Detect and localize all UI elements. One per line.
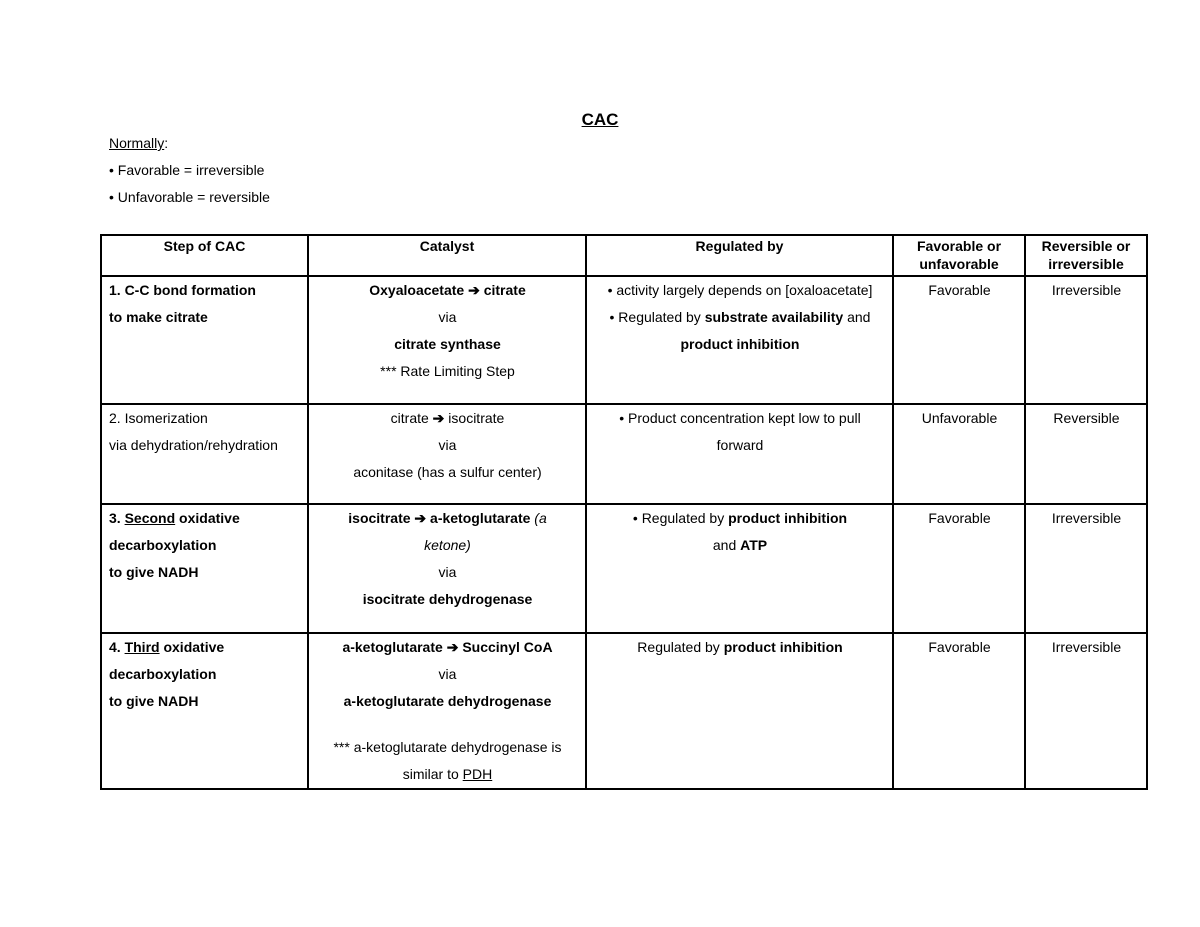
step-cell bbox=[101, 504, 308, 633]
intro-heading-text: Normally bbox=[109, 135, 165, 151]
via-text: via bbox=[438, 666, 457, 682]
reversible-cell: Irreversible bbox=[1025, 633, 1147, 789]
regulated-line bbox=[594, 304, 886, 331]
reaction-note: (a bbox=[534, 510, 547, 526]
reaction-from: a-ketoglutarate bbox=[342, 639, 443, 655]
step-line: to give NADH bbox=[109, 693, 199, 709]
catalyst-note: *** Rate Limiting Step bbox=[380, 363, 515, 379]
cac-table bbox=[100, 234, 1148, 790]
enzyme-name: aconitase (has a sulfur center) bbox=[353, 464, 542, 480]
regulated-cell bbox=[586, 404, 893, 504]
header-regulated-by: Regulated by bbox=[586, 235, 893, 276]
step-line: to give NADH bbox=[109, 564, 199, 580]
via-text: via bbox=[438, 437, 457, 453]
favorable-cell: Favorable bbox=[893, 504, 1025, 633]
regulated-bold: product inhibition bbox=[728, 510, 848, 526]
step-cell bbox=[101, 404, 308, 504]
header-catalyst: Catalyst bbox=[308, 235, 586, 276]
reaction bbox=[316, 505, 579, 532]
intro-bullet: • Unfavorable = reversible bbox=[109, 189, 270, 205]
favorable-cell: Unfavorable bbox=[893, 404, 1025, 504]
regulated-line: forward bbox=[716, 437, 764, 453]
regulated-cell bbox=[586, 276, 893, 404]
catalyst-note bbox=[316, 761, 579, 788]
regulated-bold: ATP bbox=[740, 537, 768, 553]
intro-bullet: • Favorable = irreversible bbox=[109, 162, 265, 178]
regulated-text: • Regulated by bbox=[632, 510, 729, 526]
reaction bbox=[316, 634, 579, 661]
table-row bbox=[101, 633, 1147, 789]
catalyst-note-text: similar to bbox=[402, 766, 463, 782]
reaction-from: Oxyaloacetate bbox=[369, 282, 465, 298]
reaction-to: citrate bbox=[483, 282, 526, 298]
reaction-to: a-ketoglutarate bbox=[430, 510, 531, 526]
via-text: via bbox=[438, 309, 457, 325]
step-line: to make citrate bbox=[109, 309, 208, 325]
intro-section bbox=[109, 130, 270, 211]
step-line: decarboxylation bbox=[109, 666, 217, 682]
table-row bbox=[101, 504, 1147, 633]
regulated-text: and bbox=[712, 537, 741, 553]
arrow-icon: ➔ bbox=[414, 510, 427, 526]
table-row bbox=[101, 276, 1147, 404]
reaction-note: ketone) bbox=[424, 537, 471, 553]
regulated-text: Regulated by bbox=[637, 639, 724, 655]
header-favorable-line: Favorable or bbox=[916, 238, 1002, 254]
step-number: 3. bbox=[109, 510, 125, 526]
arrow-icon: ➔ bbox=[468, 282, 480, 298]
intro-heading-colon: : bbox=[164, 135, 169, 151]
intro-heading bbox=[109, 130, 270, 157]
step-line: via dehydration/rehydration bbox=[109, 437, 278, 453]
header-reversible-line: irreversible bbox=[1048, 256, 1124, 272]
via-text: via bbox=[438, 564, 457, 580]
catalyst-note: *** a-ketoglutarate dehydrogenase is bbox=[333, 739, 562, 755]
spacer bbox=[316, 715, 579, 734]
header-favorable bbox=[893, 235, 1025, 276]
reaction-to: Succinyl CoA bbox=[462, 639, 553, 655]
regulated-line bbox=[594, 505, 886, 532]
regulated-bold: product inhibition bbox=[723, 639, 843, 655]
table-row bbox=[101, 404, 1147, 504]
regulated-line bbox=[594, 634, 886, 661]
step-text: oxidative bbox=[175, 510, 240, 526]
header-reversible-line: Reversible or bbox=[1041, 238, 1131, 254]
regulated-line: • Product concentration kept low to pull bbox=[619, 410, 861, 426]
catalyst-cell bbox=[308, 404, 586, 504]
reaction-to: isocitrate bbox=[448, 410, 505, 426]
enzyme-name: a-ketoglutarate dehydrogenase bbox=[343, 693, 552, 709]
step-line: 1. C-C bond formation bbox=[109, 282, 256, 298]
step-number: 4. bbox=[109, 639, 125, 655]
header-reversible bbox=[1025, 235, 1147, 276]
reaction-from: isocitrate bbox=[348, 510, 411, 526]
step-line bbox=[109, 634, 301, 661]
step-line bbox=[109, 505, 301, 532]
regulated-cell bbox=[586, 633, 893, 789]
step-cell bbox=[101, 633, 308, 789]
catalyst-cell bbox=[308, 633, 586, 789]
reaction-from: citrate bbox=[390, 410, 429, 426]
reaction bbox=[316, 277, 579, 304]
table-header-row bbox=[101, 235, 1147, 276]
favorable-cell: Favorable bbox=[893, 633, 1025, 789]
catalyst-cell bbox=[308, 276, 586, 404]
step-underlined: Third bbox=[124, 639, 160, 655]
catalyst-cell bbox=[308, 504, 586, 633]
header-step: Step of CAC bbox=[101, 235, 308, 276]
step-underlined: Second bbox=[124, 510, 176, 526]
regulated-cell bbox=[586, 504, 893, 633]
reversible-cell: Irreversible bbox=[1025, 504, 1147, 633]
regulated-text: • Regulated by bbox=[609, 309, 705, 325]
step-text: oxidative bbox=[159, 639, 225, 655]
regulated-text: and bbox=[843, 309, 871, 325]
step-cell bbox=[101, 276, 308, 404]
enzyme-name: isocitrate dehydrogenase bbox=[362, 591, 533, 607]
reversible-cell: Reversible bbox=[1025, 404, 1147, 504]
regulated-bold: substrate availability bbox=[704, 309, 844, 325]
pdh-reference: PDH bbox=[462, 766, 493, 782]
reaction bbox=[316, 405, 579, 432]
step-line: 2. Isomerization bbox=[109, 410, 208, 426]
step-line: decarboxylation bbox=[109, 537, 217, 553]
page-title: CAC bbox=[581, 110, 619, 129]
reversible-cell: Irreversible bbox=[1025, 276, 1147, 404]
arrow-icon: ➔ bbox=[446, 639, 459, 655]
favorable-cell: Favorable bbox=[893, 276, 1025, 404]
header-favorable-line: unfavorable bbox=[919, 256, 999, 272]
regulated-line: product inhibition bbox=[680, 336, 800, 352]
regulated-line bbox=[594, 532, 886, 559]
enzyme-name: citrate synthase bbox=[394, 336, 501, 352]
arrow-icon: ➔ bbox=[432, 410, 445, 426]
regulated-line: • activity largely depends on [oxaloacetate] bbox=[607, 282, 873, 298]
